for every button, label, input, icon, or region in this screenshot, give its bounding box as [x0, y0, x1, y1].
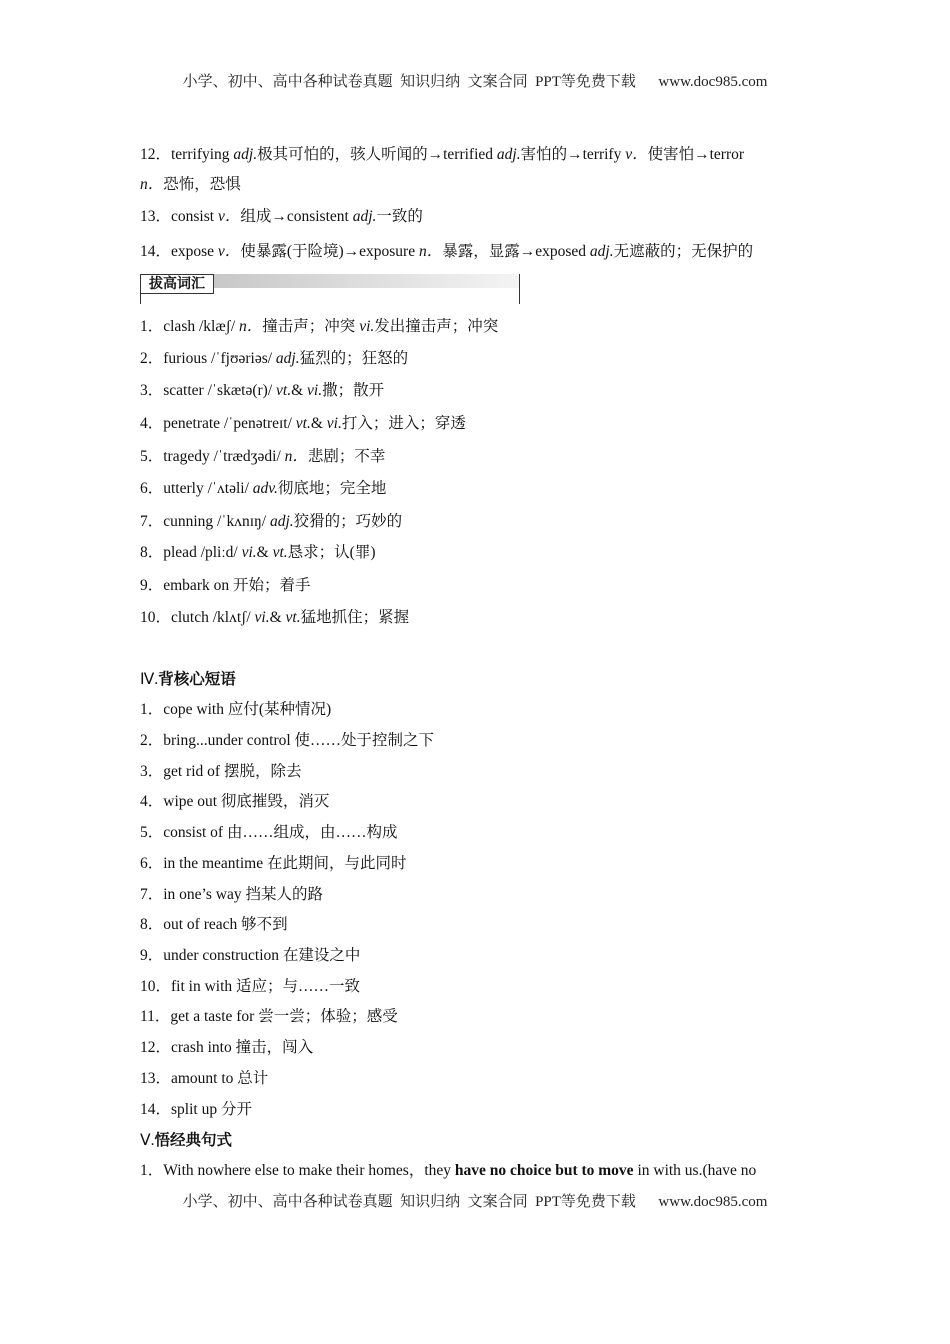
word-item-14: 14．expose v．使暴露(于险境)→exposure n．暴露，显露→exposed adj.无遮蔽的；无保护的 — [140, 243, 754, 260]
vocab-item-3: 3．scatter /ˈskætə(r)/ vt.& vi.撒；散开 — [140, 382, 385, 399]
phrase-item: 1．cope with 应付(某种情况) — [140, 701, 332, 718]
phrase-item: 9．under construction 在建设之中 — [140, 947, 361, 964]
page-footer: 小学、初中、高中各种试卷真题 知识归纳 文案合同 PPT等免费下载 www.doc985.com — [182, 1194, 768, 1210]
phrase-item: 3．get rid of 摆脱，除去 — [140, 763, 302, 780]
word-item-12: 12．terrifying adj.极其可怕的，骇人听闻的→terrified adj.害怕的→terrify v．使害怕→terror — [140, 146, 745, 163]
word-item-13: 13．consist v．组成→consistent adj.一致的 — [140, 208, 423, 225]
phrase-item: 11．get a taste for 尝一尝；体验；感受 — [140, 1008, 398, 1025]
phrase-item: 10．fit in with 适应；与……一致 — [140, 978, 361, 995]
phrase-item: 5．consist of 由……组成，由……构成 — [140, 824, 398, 841]
phrase-item: 7．in one’s way 挡某人的路 — [140, 886, 323, 903]
sentence-item-1: 1．With nowhere else to make their homes，they have no choice but to move in with us.(have no — [140, 1162, 757, 1179]
banner-title: 拔高词汇 — [140, 274, 214, 294]
vocab-item-2: 2．furious /ˈfjʊəriəs/ adj.猛烈的；狂怒的 — [140, 350, 409, 367]
section-heading-5: Ⅴ.悟经典句式 — [140, 1131, 232, 1149]
vocab-item-9: 9．embark on 开始；着手 — [140, 577, 311, 594]
vocab-item-10: 10．clutch /klʌtʃ/ vi.& vt.猛地抓住；紧握 — [140, 609, 410, 626]
vocab-item-4: 4．penetrate /ˈpenətreɪt/ vt.& vi.打入；进入；穿透 — [140, 415, 466, 432]
section-banner — [140, 274, 520, 304]
vocab-item-6: 6．utterly /ˈʌtəli/ adv.彻底地；完全地 — [140, 480, 387, 497]
banner-right-rule — [519, 274, 520, 304]
phrase-item: 2．bring...under control 使……处于控制之下 — [140, 732, 435, 749]
phrase-item: 8．out of reach 够不到 — [140, 916, 288, 933]
phrase-item: 4．wipe out 彻底摧毁，消灭 — [140, 793, 330, 810]
word-item-12-cont: n．恐怖，恐惧 — [140, 176, 241, 193]
section-heading-4: Ⅳ.背核心短语 — [140, 670, 236, 688]
vocab-item-8: 8．plead /pliːd/ vi.& vt.恳求；认(罪) — [140, 544, 376, 561]
vocab-item-1: 1．clash /klæʃ/ n．撞击声；冲突 vi.发出撞击声；冲突 — [140, 318, 499, 335]
phrase-item: 6．in the meantime 在此期间，与此同时 — [140, 855, 407, 872]
vocab-item-7: 7．cunning /ˈkʌnɪŋ/ adj.狡猾的；巧妙的 — [140, 513, 403, 530]
phrase-item: 12．crash into 撞击，闯入 — [140, 1039, 314, 1056]
phrase-item: 14．split up 分开 — [140, 1101, 252, 1118]
page-header: 小学、初中、高中各种试卷真题 知识归纳 文案合同 PPT等免费下载 www.doc985.com — [182, 74, 768, 90]
vocab-item-5: 5．tragedy /ˈtrædʒədi/ n．悲剧；不幸 — [140, 448, 386, 465]
phrase-item: 13．amount to 总计 — [140, 1070, 269, 1087]
